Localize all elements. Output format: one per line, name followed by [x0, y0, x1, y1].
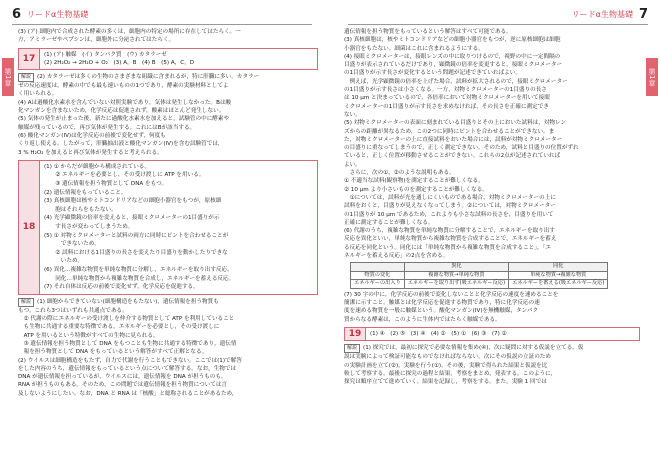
table-cell: エネルギーの出入り: [351, 280, 405, 289]
kaisetsu-label: 解説: [18, 73, 34, 82]
text-line: の1目盛りが示す長さは小さくなる。一方，対物ミクロメーターの1目盛りの長さ: [344, 87, 547, 94]
text-line: (5) 対物ミクロメーターの表面に刻まれている目盛りとその上においた試料は，対物レン: [344, 120, 567, 127]
table-header-row: [351, 263, 608, 272]
answer-line: (1) (ア) 触媒 (イ) タンパク質 (ウ) カタラーゼ: [44, 51, 167, 58]
text-line: (1) 探究では，最初に探究で必要な情報を集め(④)，次に疑問に対する仮説を立てる。仮: [363, 345, 584, 352]
text-line: 度を速める物質を一般に触媒という。酸化マンガン(IV)を無機触媒，タンパク: [344, 308, 539, 315]
answer-line: (2) 2H₂O₂ → 2H₂O + O₂ (3) A，B (4) B (5) A，C，D: [44, 59, 195, 66]
text-line: 質からなる酵素は，このように生体内ではたらく触媒である。: [344, 316, 501, 323]
table-header-cell: 異化: [404, 263, 508, 272]
text-line: 及しないようにしたい。なお，DNA と RNA は「核酸」と総称されることがあるため，: [18, 390, 238, 397]
text-line: 報を担う物質として DNA をもっているという解答がすべて正解となる。: [18, 349, 208, 356]
text-line: (6) 酸化マンガン(IV)は化学反応の前後で変化せず，何度も: [18, 132, 166, 139]
text-line: (3) (ア) 細胞内で合成された酵素の多くは，細胞内の特定の場所に存在してはたらく。一: [18, 29, 241, 35]
text-line: (3) 真核細胞は，核やミトコンドリアなどの細胞小器官をもつが，逆に原核細胞は細胞: [344, 37, 561, 44]
text-line: ② 10 μm より小さいものを測定することが難しくなる。: [344, 186, 488, 193]
answer-line: 胞はそれらをもたない。: [44, 206, 117, 213]
table-cell: 単純な物質→複雑な物質: [509, 271, 608, 280]
text-line: る反応を同化という。同化には「単純な物質から複雑な物質を合成すること」，「エ: [344, 244, 551, 251]
text-line: ゼの反応速度は，酵素の中でも最も速いものの1つであり，酵素の実験材料としてよ: [18, 83, 229, 90]
left-column: [18, 28, 318, 398]
text-line: (2) カタラーゼは多くの生物のさまざまな組織に含まれるが，特に肝臓に多い。カタラー: [37, 74, 260, 81]
text-line: (6) 代謝のうち，複雑な物質を単純な物質に分解することで，エネルギーを取り出す: [344, 228, 555, 235]
right-page-header: [572, 6, 648, 22]
text-line: の1目盛りが 10 μm であるため，これよりも小さな試料の長さを，目盛りを用いて: [344, 211, 554, 218]
answer-line: (4) 光学顕微鏡の倍率を変えると，接眼ミクロメーターの1目盛りが示: [44, 215, 220, 222]
answer-line: (2) 遺伝情報をもっていること。: [44, 189, 127, 196]
text-line: よい。: [344, 161, 361, 168]
question-18-explanation-after-table: [344, 291, 640, 324]
answer-line: できないため。: [44, 241, 100, 248]
text-line: た，対物ミクロメーターの上に直接試料をおいた場合には，試料が対物ミクロメーター: [344, 136, 563, 143]
text-line: 触媒が残っているので，再び気体が発生する。これにはBが該当する。: [18, 124, 196, 131]
text-line: く用いられる。: [18, 91, 58, 98]
question-17-answer-box: [18, 48, 318, 71]
text-line: 探究は順序立てて進めていく。結果を記録し，考察をする。また，実験 1 回では: [344, 379, 547, 386]
text-line: 小器官をもたない。細菌はこれに含まれるようにする。: [344, 45, 484, 52]
answer-line: 同化…単純な物質から複雑な物質を合成し，エネルギーを蓄える反応。: [44, 275, 235, 282]
left-header-rule: [12, 24, 312, 25]
answer-line: (7) それ自体は反応の前後で変化せず，化学反応を促進する。: [44, 284, 199, 291]
answer-line: (1) ① からだが細胞から構成されている。: [44, 163, 150, 170]
text-line: 方，アミラーゼやペプシンは，細胞外に分泌されてはたらく。: [18, 37, 175, 44]
text-line: ATP を用いるという特徴がすべての生物に見られる。: [18, 332, 159, 339]
text-line: ミクロメーターの1目盛りが示す長さを求めなければ，その長さを正確に測定でき: [344, 103, 549, 110]
answer-line: (6) 異化…複雑な物質を単純な物質に分解し，エネルギーを取り出す反応。: [44, 266, 233, 273]
text-line: ①については，試料が光を通しにくいものである場合，対物ミクロメーターの上に: [344, 194, 556, 201]
text-line: は 10 μm と決まっているので，各倍率において対物ミクロメーターを用いて接眼: [344, 95, 550, 102]
question-19-answer-box: [344, 327, 640, 341]
text-line: DNA が遺伝情報を担っているが，ウイルスには，遺伝情報を DNA が担うものも，: [18, 374, 227, 381]
catabolism-anabolism-table: [350, 262, 608, 289]
left-page-header: [12, 6, 88, 22]
text-line: の1目盛りが示す長さが変化するという問題が記述できていればよい。: [344, 70, 521, 77]
text-line: 較して考察する。最後に探究の過程と結果，考察をまとめ，発表する。このように，: [344, 370, 557, 377]
text-line: もつ。これら3つはいずれも共通点である。: [18, 307, 128, 314]
question-number: 19: [345, 328, 366, 340]
text-line: 簡潔に示すこと。触媒とは化学反応を促進する物質であり，特に化学反応の速: [344, 300, 540, 307]
text-line: ネルギーを蓄える反応」の2点を含める。: [344, 253, 449, 260]
text-line: 3 % H₂O₂ を加えると再び気体が発生すると考えられる。: [18, 149, 163, 156]
answer-line: (3) 真核細胞は核やミトコンドリアなどの細胞小器官をもつが，原核細: [44, 198, 222, 205]
text-line: 目盛りが表示されているだけであり，顕微鏡の倍率を変更すると，接眼ミクロメーター: [344, 62, 563, 69]
text-line: 化マンガンを含まないため，化学反応は促進されず，酸素はほとんど発生しない。: [18, 108, 225, 115]
text-line: (5) 気体の発生が止まった後，新たに過酸化水素水を加えると，試験管の中に酵素や: [18, 116, 230, 123]
chapter-tab-left: 第1章: [2, 58, 14, 96]
text-line: ない。: [344, 111, 361, 118]
text-line: ① 不適当な試料(観察物)を測定することが難しくなる。: [344, 178, 484, 185]
kaisetsu-label: 解説: [18, 298, 34, 307]
text-line: (1) 細胞からできていない(細胞構造をもたない)，遺伝情報を担う物質も: [37, 298, 219, 305]
text-line: の実験計画を立て(②)，実験を行う(①)。その後，実験で得られた結果と仮説を比: [344, 362, 548, 369]
text-line: 遺伝情報を担う物質をもっているという解答はすべて可能である。: [344, 29, 512, 35]
text-line: 正確に測定することが難しくなる。: [344, 219, 434, 226]
question-number: 17: [19, 49, 40, 70]
right-series-title: リードα生物基礎: [571, 9, 633, 19]
question-18-explanation: [18, 298, 318, 398]
text-line: (4) 接眼ミクロメーターは，接眼レンズの中に取りつけるので，視野の中に一定間隔の: [344, 53, 561, 60]
question-19-explanation: [344, 344, 640, 386]
text-line: くり返し使える。したがって，肝臓抽出液と酸化マンガン(IV)を含む試験管では，: [18, 141, 224, 148]
answer-line: す長さが変わってしまうため。: [44, 224, 134, 231]
text-line: の目盛りに重なってしまうので，正しく測定できない。そのため，試料と目盛りの位置がずれ: [344, 145, 579, 152]
text-line: ていると，正しく位置が移動させることができない。これらの2点が記述されていれば: [344, 153, 561, 160]
text-line: も生物に共通する重要な特徴である。エネルギーを必要とし，その受け渡しに: [18, 324, 220, 331]
text-line: ズからの距離が異なるため，この2つに同時にピントを合わせることができない。ま: [344, 128, 555, 135]
text-line: 例えば，光学顕微鏡の倍率を上げた場合，試料が拡大されるので，接眼ミクロメーター: [344, 78, 568, 85]
answer-line: ③ 遺伝情報を担う物質として DNA をもつ。: [44, 181, 168, 188]
table-row: [351, 280, 608, 289]
answer-line: (1) ④ (2) ⑤ (3) ④ (4) ② (5) ① (6) ③ (7) ②: [370, 331, 507, 337]
chapter-tab-right: 第1章: [646, 58, 658, 96]
text-line: (2) ウイルスは細胞構造をもたず，自力で代謝を行うこともできない。ここでは(1)で解答: [18, 357, 242, 364]
question-number: 18: [19, 161, 40, 294]
text-line: RNA が担うものもある。そのため，この問題では遺伝情報を担う物質については言: [18, 382, 228, 389]
table-header-cell: [351, 263, 405, 272]
question-18-explanation-continued: [344, 28, 640, 260]
text-line: 反応を異化といい，単純な物質から複雑な物質を合成することで，エネルギーを蓄え: [344, 236, 557, 243]
answer-line: ② エネルギーを必要とし，その受け渡しに ATP を用いる。: [44, 172, 205, 179]
left-series-title: リードα生物基礎: [27, 9, 89, 19]
text-line: 試料をおくと，目盛りが見えなくなってしまう。②については，対物ミクロメーター: [344, 203, 556, 210]
text-line: さらに，次の①，②のような説明もある。: [344, 170, 455, 177]
text-line: (7) 30 字の中に，化学反応の前後で変化しないことと化学反応の速度を速めることを: [344, 291, 559, 298]
question-18-answer-box: [18, 160, 318, 295]
text-line: (4) Aは過酸化水素水を含んでいない対照実験であり，気体は発生しなかった。Bは酸: [18, 99, 232, 106]
table-cell: エネルギーを取り出す(吸エネルギー反応): [404, 280, 508, 289]
table-header-cell: 同化: [509, 263, 608, 272]
table-cell: エネルギーを蓄える(吸エネルギー反応): [509, 280, 608, 289]
right-header-rule: [348, 24, 648, 25]
table-cell: 物質の変化: [351, 271, 405, 280]
text-line: をした内容のうち，遺伝情報をもっているという点について解答する。なお，生物では: [18, 365, 237, 372]
answer-line: (5) ① 対物ミクロメーターと試料の両方に同時にピントを合わせることが: [44, 232, 229, 239]
answer-line: いため。: [44, 258, 83, 265]
left-page-number: 6: [12, 6, 22, 22]
question-17-explanation: [18, 73, 318, 157]
text-line: ③ 遺伝情報を担う物質として DNA をもつことも生物に共通する特徴であり，遺伝情: [18, 340, 237, 347]
kaisetsu-label: 解説: [344, 344, 360, 353]
right-column: [344, 28, 640, 386]
right-page-number: 7: [638, 6, 648, 22]
answer-line: ② 試料における1目盛りの長さを変えたり目盛りを動かしたりできな: [44, 249, 228, 256]
table-row: [351, 271, 608, 280]
text-line: ② 代謝の際にエネルギーの受け渡しを仲介する物質として ATP を利用していること: [18, 316, 235, 323]
table-cell: 複雑な物質→単純な物質: [404, 271, 508, 280]
text-line: 説は実験によって検証可能なものでなければならない。次にその仮説の立証のため: [344, 354, 551, 361]
